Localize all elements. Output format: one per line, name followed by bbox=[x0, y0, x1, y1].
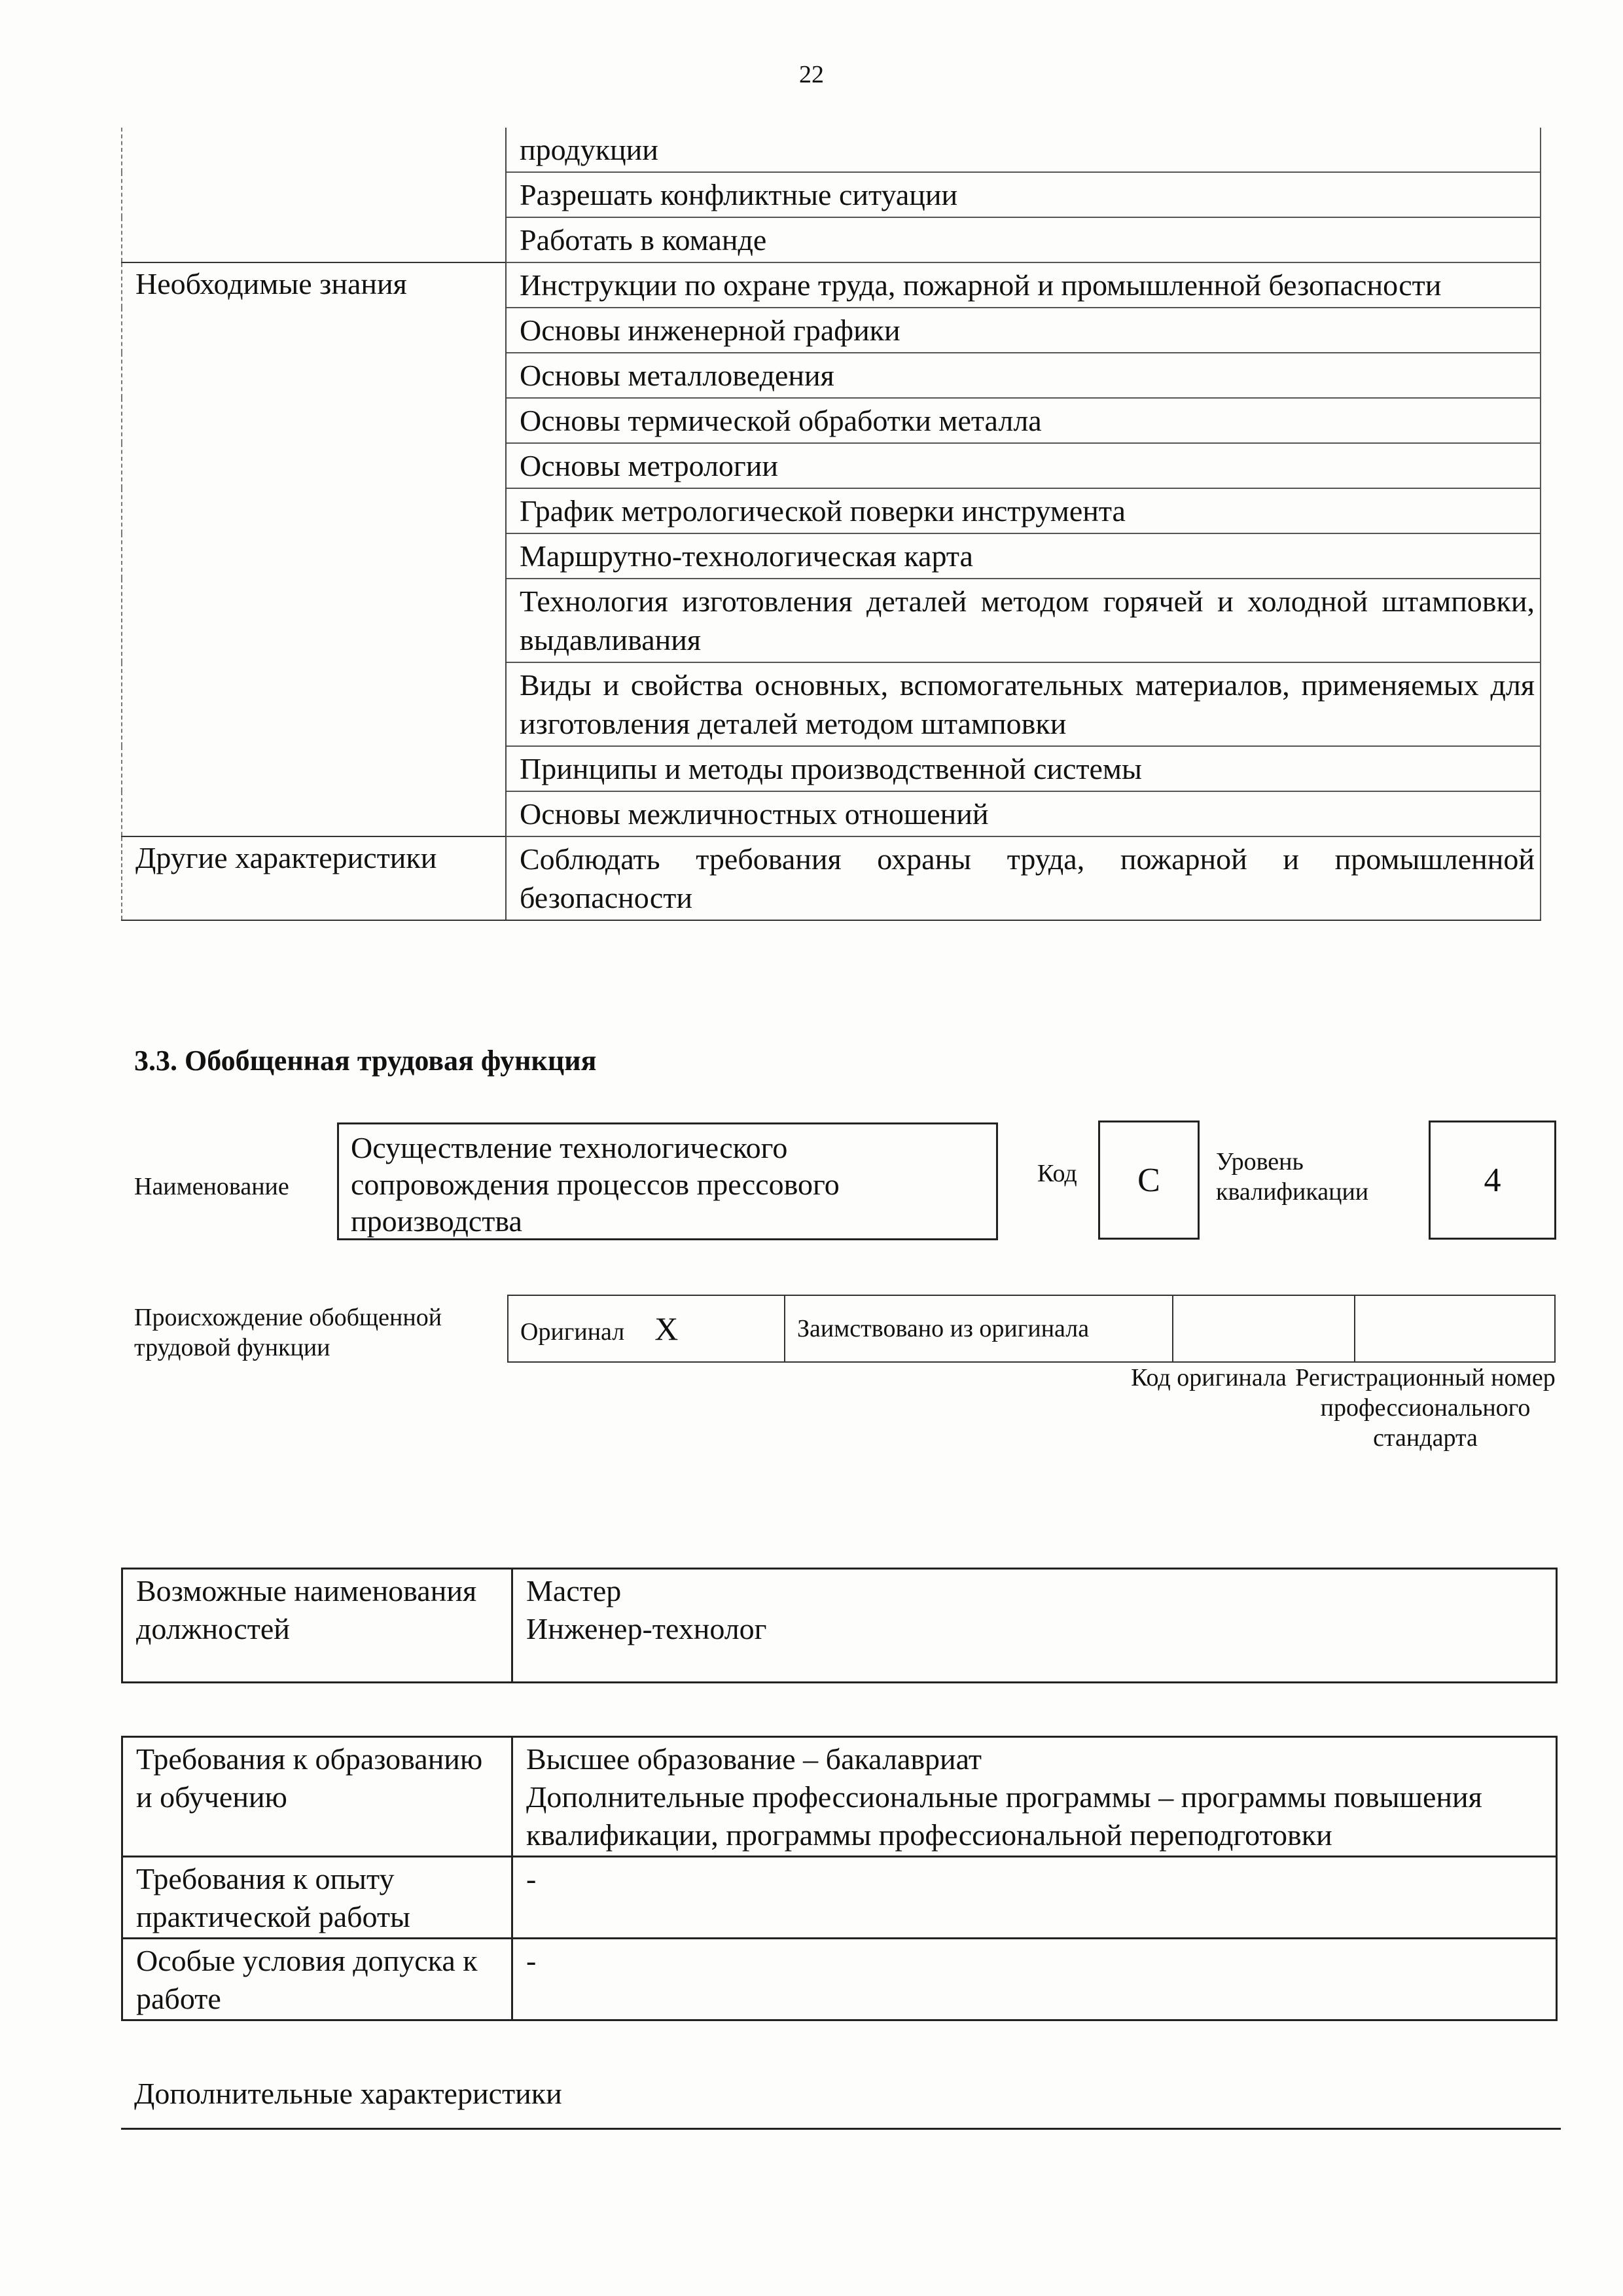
knowledge-item: Основы метрологии bbox=[506, 443, 1541, 488]
name-label: Наименование bbox=[134, 1173, 289, 1200]
knowledge-item: Инструкции по охране труда, пожарной и промышленной безопасности bbox=[506, 262, 1541, 308]
knowledge-item: График метрологической поверки инструмента bbox=[506, 488, 1541, 533]
table-row bbox=[122, 1939, 1557, 2020]
knowledge-item: Основы межличностных отношений bbox=[506, 791, 1541, 836]
knowledge-label: Необходимые знания bbox=[122, 262, 506, 836]
knowledge-item: Виды и свойства основных, вспомогательных материалов, применяемых для изготовления деталей методом штамповки bbox=[506, 662, 1541, 746]
education-item: Высшее образование – бакалавриат bbox=[526, 1742, 982, 1776]
position-item: Мастер bbox=[526, 1574, 622, 1607]
other-characteristics-value: Соблюдать требования охраны труда, пожарной и промышленной безопасности bbox=[506, 836, 1541, 920]
function-name-box: Осуществление технологического сопровождения процессов прессового производства bbox=[337, 1122, 998, 1240]
knowledge-item: Основы металловедения bbox=[506, 353, 1541, 398]
positions-label: Возможные наименования должностей bbox=[122, 1569, 512, 1683]
position-item: Инженер-технолог bbox=[526, 1612, 767, 1645]
additional-characteristics-line bbox=[121, 2128, 1561, 2130]
qualification-level-label: Уровень квалификации bbox=[1216, 1148, 1369, 1206]
skill-item: Разрешать конфликтные ситуации bbox=[506, 172, 1541, 217]
table-row bbox=[122, 262, 1541, 308]
knowledge-item: Маршрутно-технологическая карта bbox=[506, 533, 1541, 579]
table-row bbox=[122, 1737, 1557, 1857]
admission-value: - bbox=[512, 1939, 1557, 2020]
code-value-box: C bbox=[1098, 1121, 1200, 1240]
table-row bbox=[122, 1569, 1557, 1683]
section-title: 3.3. Обобщенная трудовая функция bbox=[134, 1045, 597, 1077]
knowledge-item: Технология изготовления деталей методом горячей и холодной штамповки, выдавливания bbox=[506, 579, 1541, 662]
original-cell bbox=[508, 1295, 785, 1362]
table-row bbox=[122, 128, 1541, 172]
qualification-level-box: 4 bbox=[1429, 1121, 1556, 1240]
table-row bbox=[508, 1295, 1555, 1362]
original-label: Оригинал bbox=[520, 1318, 625, 1346]
education-label: Требования к образованию и обучению bbox=[122, 1737, 512, 1857]
education-item: Дополнительные профессиональные программы – программы повышения квалификации, программы профессиональной переподготовки bbox=[526, 1780, 1482, 1852]
other-characteristics-label: Другие характеристики bbox=[122, 836, 506, 920]
additional-characteristics-label: Дополнительные характеристики bbox=[134, 2077, 562, 2110]
table-row bbox=[122, 836, 1541, 920]
code-label: Код bbox=[1037, 1160, 1077, 1187]
knowledge-item: Основы инженерной графики bbox=[506, 308, 1541, 353]
origin-table bbox=[507, 1295, 1556, 1363]
education-values bbox=[512, 1737, 1557, 1857]
table-row bbox=[122, 1857, 1557, 1939]
skill-item: Работать в команде bbox=[506, 217, 1541, 262]
original-mark: X bbox=[654, 1310, 679, 1347]
knowledge-table bbox=[121, 128, 1541, 921]
page-number: 22 bbox=[799, 61, 824, 88]
knowledge-item: Основы термической обработки металла bbox=[506, 398, 1541, 443]
positions-values bbox=[512, 1569, 1557, 1683]
experience-value: - bbox=[512, 1857, 1557, 1939]
positions-table bbox=[121, 1568, 1558, 1683]
reg-number-caption: Регистрационный номер профессионального стандарта bbox=[1295, 1364, 1556, 1452]
original-code-cell bbox=[1173, 1295, 1355, 1362]
requirements-table bbox=[121, 1736, 1558, 2021]
experience-label: Требования к опыту практической работы bbox=[122, 1857, 512, 1939]
borrowed-cell: Заимствовано из оригинала bbox=[785, 1295, 1173, 1362]
origin-label: Происхождение обобщенной трудовой функции bbox=[134, 1304, 442, 1361]
admission-label: Особые условия допуска к работе bbox=[122, 1939, 512, 2020]
knowledge-item: Принципы и методы производственной системы bbox=[506, 746, 1541, 791]
reg-number-cell bbox=[1355, 1295, 1555, 1362]
skill-item: продукции bbox=[506, 128, 1541, 172]
original-code-caption: Код оригинала bbox=[1131, 1364, 1287, 1391]
